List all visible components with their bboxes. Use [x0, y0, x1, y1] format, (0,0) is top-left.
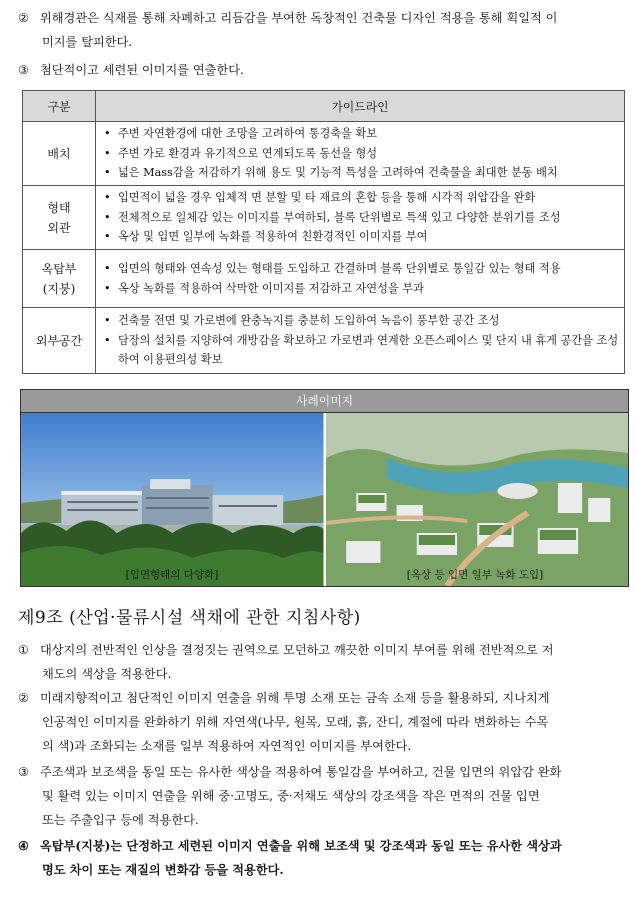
body-paragraph-4 [18, 834, 628, 882]
row-category: 옥탑부 (지붕) [23, 250, 96, 308]
row-category: 형태 외관 [23, 186, 96, 250]
paragraph-continuation: 인공적인 이미지를 완화하기 위해 자연색(나무, 원목, 모래, 흙, 잔디, 계절에 따라 변화하는 수목 [42, 715, 549, 729]
list-item: • 옥상 및 입면 일부에 녹화를 적용하여 친환경적인 이미지를 부여 [104, 227, 620, 247]
paragraph-continuation: 의 색)과 조화되는 소재를 일부 적용하여 자연적인 이미지를 부여한다. [42, 739, 412, 753]
body-paragraph-3 [18, 760, 628, 832]
section-title: 제9조 (산업·물류시설 색채에 관한 지침사항) [18, 608, 361, 628]
list-item: • 입면의 형태와 연속성 있는 형태를 도입하고 간결하며 블록 단위별로 통일감 있는 형태 적용 [104, 259, 620, 279]
row-category: 배치 [23, 122, 96, 186]
paragraph-text: 대상지의 전반적인 인상을 결정짓는 권역으로 모던하고 깨끗한 이미지 부여를 위해 전반적으로 저 [40, 643, 554, 657]
table-row [23, 250, 625, 308]
caption-facade-diversity: [입면형태의 다양화] [125, 569, 219, 581]
list-item: • 건축물 전면 및 가로변에 완충녹지를 충분히 도입하여 녹음이 풍부한 공간 조성 [104, 311, 620, 331]
body-paragraph-2 [18, 686, 628, 758]
paragraph-continuation: 및 활력 있는 이미지 연출을 위해 중·고명도, 중·저채도 색상의 강조색을 작은 면적의 건물 입면 [42, 789, 540, 803]
paragraph-continuation: 명도 차이 또는 재질의 변화감 등을 적용한다. [42, 863, 284, 877]
row-guidelines [96, 250, 625, 308]
list-item: • 주변 자연환경에 대한 조망을 고려하여 통경축을 확보 [104, 124, 620, 144]
table-header-guideline: 가이드라인 [96, 91, 625, 122]
item-number: ② [18, 11, 29, 25]
item-number: ① [18, 643, 29, 657]
paragraph-continuation: 또는 주출입구 등에 적용한다. [42, 813, 199, 827]
list-item: • 넓은 Mass감을 저감하기 위해 용도 및 기능적 특성을 고려하여 건축물을 최대한 분동 배치 [104, 163, 620, 183]
item-number: ② [18, 691, 29, 705]
paragraph-continuation: 채도의 색상을 적용한다. [42, 667, 172, 681]
list-item: • 입면적이 넓을 경우 입체적 면 분할 및 타 재료의 혼합 등을 통해 시각적 위압감을 완화 [104, 188, 620, 208]
intro-paragraph-3 [18, 58, 628, 82]
list-item: • 전체적으로 일체감 있는 이미지를 부여하되, 블록 단위별로 특색 있고 다양한 분위기를 조성 [104, 208, 620, 228]
body-paragraph-1 [18, 638, 628, 686]
paragraph-text: 첨단적이고 세련된 이미지를 연출한다. [40, 63, 244, 77]
intro-paragraph-2 [18, 6, 628, 54]
table-row [23, 308, 625, 374]
item-number: ④ [18, 839, 29, 853]
paragraph-text: 옥탑부(지붕)는 단정하고 세련된 이미지 연출을 위해 보조색 및 강조색과 동일 또는 유사한 색상과 [40, 839, 562, 853]
green-roof-aerial-photo [324, 413, 629, 586]
table-header-category: 구분 [23, 91, 96, 122]
item-number: ③ [18, 765, 29, 779]
paragraph-text: 주조색과 보조색을 동일 또는 유사한 색상을 적용하여 통일감을 부여하고, 건물 입면의 위압감 완화 [40, 765, 562, 779]
table-row [23, 186, 625, 250]
row-guidelines [96, 308, 625, 374]
example-images-header: 사례이미지 [21, 390, 628, 413]
caption-green-roof: [옥상 등 입면 일부 녹화 도입] [406, 569, 544, 581]
item-number: ③ [18, 63, 29, 77]
guideline-table [22, 90, 625, 374]
paragraph-text: 미래지향적이고 첨단적인 이미지 연출을 위해 투명 소재 또는 금속 소재 등을 활용하되, 지나치게 [40, 691, 550, 705]
list-item: • 담장의 설치를 지양하여 개방감을 확보하고 가로변과 연계한 오픈스페이스 및 단지 내 휴게 공간을 조성하여 이용편의성 확보 [104, 331, 620, 370]
list-item: • 옥상 녹화를 적용하여 삭막한 이미지를 저감하고 자연성을 부과 [104, 279, 620, 299]
row-guidelines [96, 186, 625, 250]
building-facade-photo [21, 413, 324, 586]
paragraph-continuation: 미지를 탈피한다. [42, 35, 133, 49]
table-row [23, 122, 625, 186]
row-guidelines [96, 122, 625, 186]
list-item: • 주변 가로 환경과 유기적으로 연계되도록 동선을 형성 [104, 144, 620, 164]
row-category: 외부공간 [23, 308, 96, 374]
example-images-box [20, 389, 629, 587]
paragraph-text: 위해경관은 식재를 통해 차폐하고 리듬감을 부여한 독창적인 건축물 디자인 적용을 통해 획일적 이 [40, 11, 558, 25]
